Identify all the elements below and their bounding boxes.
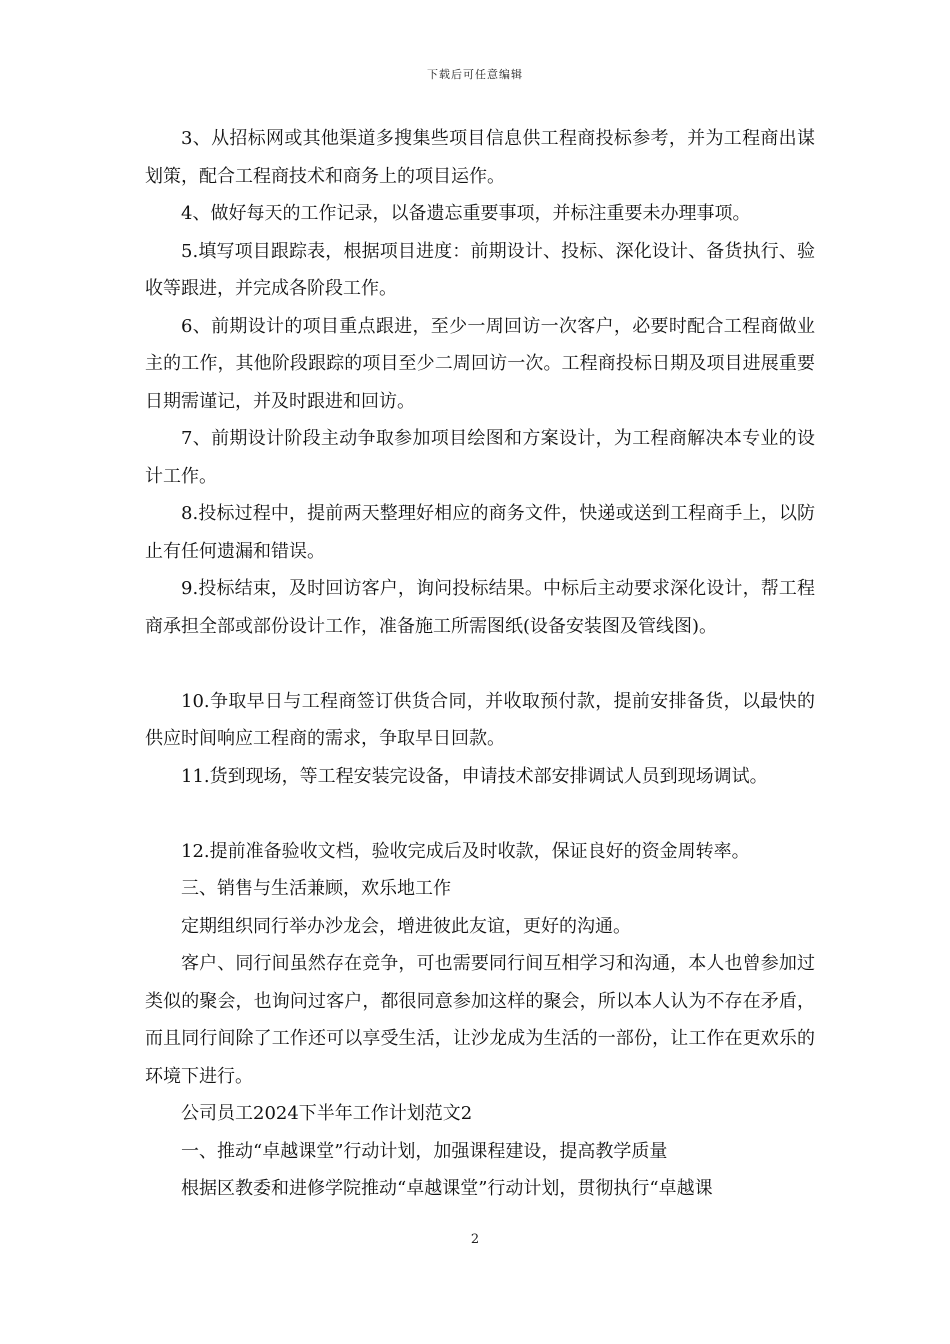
paragraph: 5.填写项目跟踪表，根据项目进度：前期设计、投标、深化设计、备货执行、验收等跟进，并完成各阶段工作。 — [145, 240, 815, 299]
paragraph: 10.争取早日与工程商签订供货合同，并收取预付款，提前安排备货，以最快的供应时间响应工程商的需求，争取早日回款。 — [145, 690, 815, 749]
paragraph: 7、前期设计阶段主动争取参加项目绘图和方案设计，为工程商解决本专业的设计工作。 — [145, 428, 815, 487]
paragraph: 12.提前准备验收文档，验收完成后及时收款，保证良好的资金周转率。 — [181, 840, 750, 862]
paragraph: 3、从招标网或其他渠道多搜集些项目信息供工程商投标参考，并为工程商出谋划策，配合工程商技术和商务上的项目运作。 — [145, 128, 815, 187]
paragraph: 6、前期设计的项目重点跟进，至少一周回访一次客户，必要时配合工程商做业主的工作，其他阶段跟踪的项目至少二周回访一次。工程商投标日期及项目进展重要日期需谨记，并及时跟进和回访。 — [145, 315, 815, 412]
document-body — [145, 120, 815, 1208]
page-number: 2 — [470, 1232, 480, 1247]
paragraph: 11.货到现场，等工程安装完设备，申请技术部安排调试人员到现场调试。 — [181, 765, 768, 787]
paragraph: 8.投标过程中，提前两天整理好相应的商务文件，快递或送到工程商手上，以防止有任何遗漏和错误。 — [145, 503, 815, 562]
paragraph: 4、做好每天的工作记录，以备遗忘重要事项，并标注重要未办理事项。 — [181, 203, 751, 224]
document-title: 公司员工2024下半年工作计划范文2 — [181, 1103, 473, 1124]
section-heading: 三、销售与生活兼顾，欢乐地工作 — [181, 878, 451, 899]
paragraph: 9.投标结束，及时回访客户，询问投标结果。中标后主动要求深化设计，帮工程商承担全部或部份设计工作，准备施工所需图纸(设备安装图及管线图)。 — [145, 578, 815, 637]
page-header: 下载后可任意编辑 — [427, 68, 523, 81]
paragraph: 根据区教委和进修学院推动“卓越课堂”行动计划，贯彻执行“卓越课 — [181, 1178, 713, 1199]
paragraph: 客户、同行间虽然存在竞争，可也需要同行间互相学习和沟通，本人也曾参加过类似的聚会，也询问过客户，都很同意参加这样的聚会，所以本人认为不存在矛盾，而且同行间除了工作还可以享受生活，让沙龙成为生活的一部份，让工作在更欢乐的环境下进行。 — [145, 953, 815, 1087]
paragraph: 定期组织同行举办沙龙会，增进彼此友谊，更好的沟通。 — [181, 915, 631, 937]
section-heading: 一、推动“卓越课堂”行动计划，加强课程建设，提高教学质量 — [181, 1140, 668, 1162]
